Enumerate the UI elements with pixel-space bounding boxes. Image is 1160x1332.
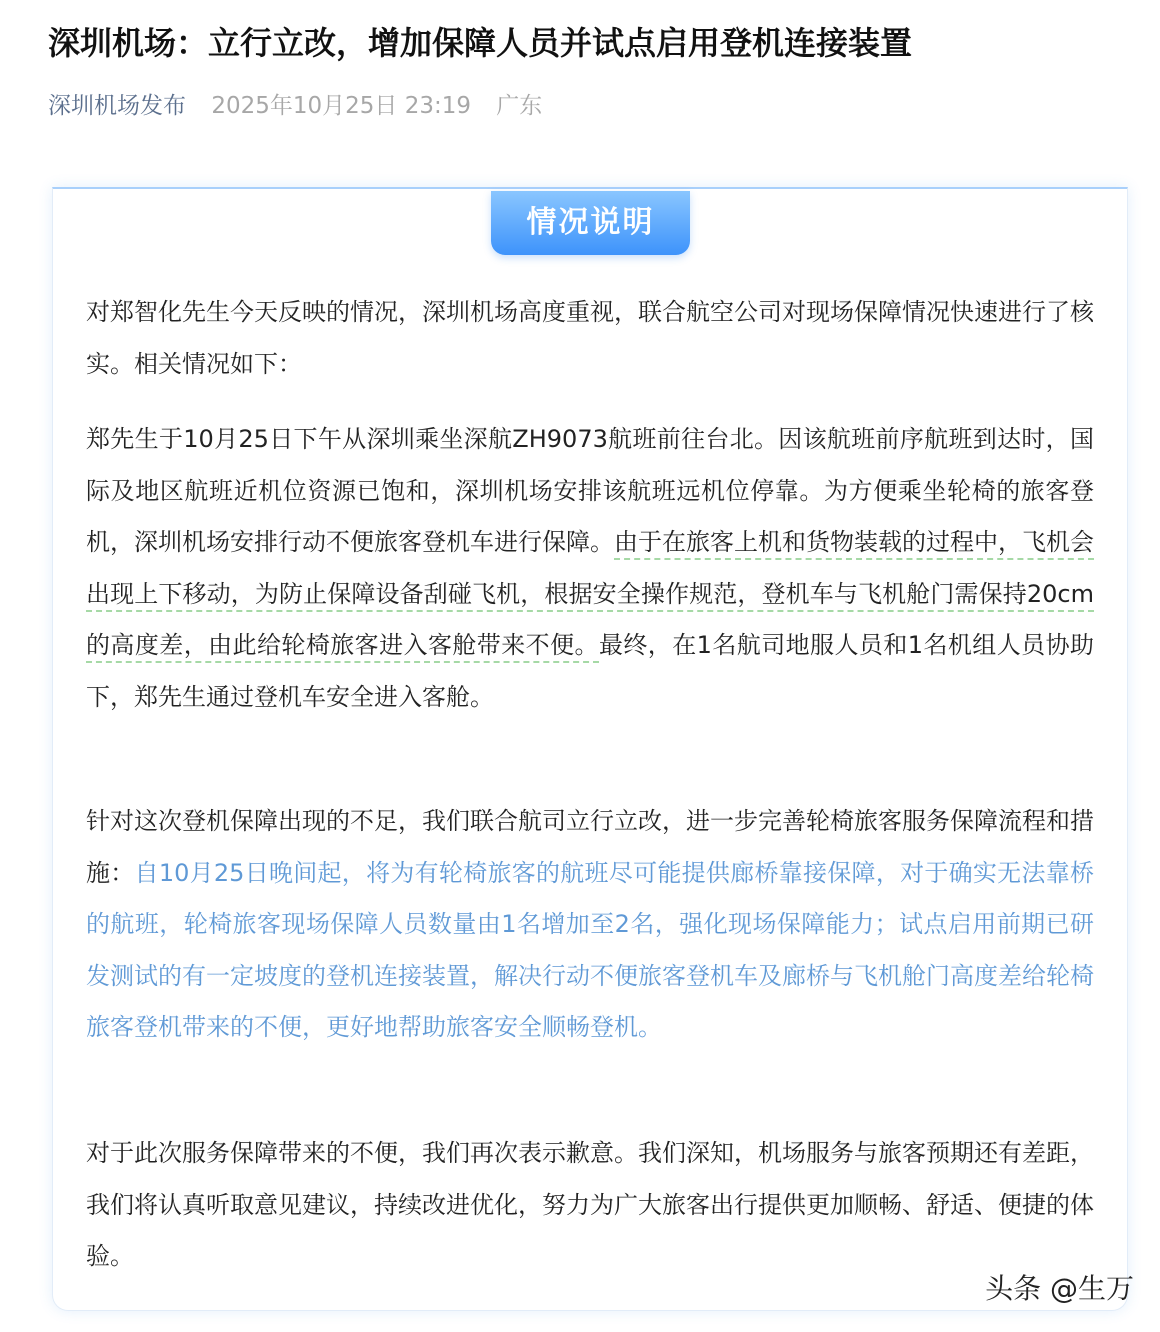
notice-paragraph-apology: 对于此次服务保障带来的不便，我们再次表示歉意。我们深知，机场服务与旅客预期还有差距，我们将认真听取意见建议，持续改进优化，努力为广大旅客出行提供更加顺畅、舒适、便捷的体验。: [86, 1139, 1094, 1270]
details-highlighted-text: 由于在旅客上机和货物装载的过程中，飞机会出现上下移动，为防止保障设备刮碰飞机，根据安全操作规范，登机车与飞机舱门需保持20cm的高度差，由此给轮椅旅客进入客舱带来不便。: [86, 528, 1094, 663]
details-text: 郑先生于10月25日下午从深圳乘坐深航ZH9073航班前往台北。因该航班前序航班到达时，国际及地区航班近机位资源已饱和，深圳机场安排该航班远机位停靠。为方便乘坐轮椅的旅客登机，深圳机场安排行动不便旅客登机车进行保障。: [86, 425, 1094, 556]
notice-card: [52, 187, 1128, 1311]
source-link[interactable]: 深圳机场发布: [48, 93, 186, 119]
notice-paragraph-intro: 对郑智化先生今天反映的情况，深圳机场高度重视，联合航空公司对现场保障情况快速进行了核实。相关情况如下：: [86, 298, 1094, 378]
measures-highlighted-text: 自10月25日晚间起，将为有轮椅旅客的航班尽可能提供廊桥靠接保障，对于确实无法靠桥的航班，轮椅旅客现场保障人员数量由1名增加至2名，强化现场保障能力；试点启用前期已研发测试的有一定坡度的登机连接装置，解决行动不便旅客登机车及廊桥与飞机舱门高度差给轮椅旅客登机带来的不便，更好地帮助旅客安全顺畅登机。: [86, 858, 1094, 1041]
publish-date: 2025年10月25日 23:19: [211, 93, 471, 119]
publish-region: 广东: [496, 93, 543, 119]
measures-intro-text: 针对这次登机保障出现的不足，我们联合航司立行立改，进一步完善轮椅旅客服务保障流程和措施：: [86, 807, 1094, 887]
article-title: 深圳机场：立行立改，增加保障人员并试点启用登机连接装置: [48, 24, 913, 62]
source-watermark: 头条 @生万: [985, 1272, 1134, 1305]
notice-paragraph-measures: [86, 796, 1094, 1054]
notice-paragraph-details: [86, 414, 1094, 723]
notice-badge: 情况说明: [491, 191, 690, 255]
details-outcome-text: 最终，在1名航司地服人员和1名机组人员协助下，郑先生通过登机车安全进入客舱。: [86, 631, 1095, 711]
article-meta: [48, 86, 542, 126]
